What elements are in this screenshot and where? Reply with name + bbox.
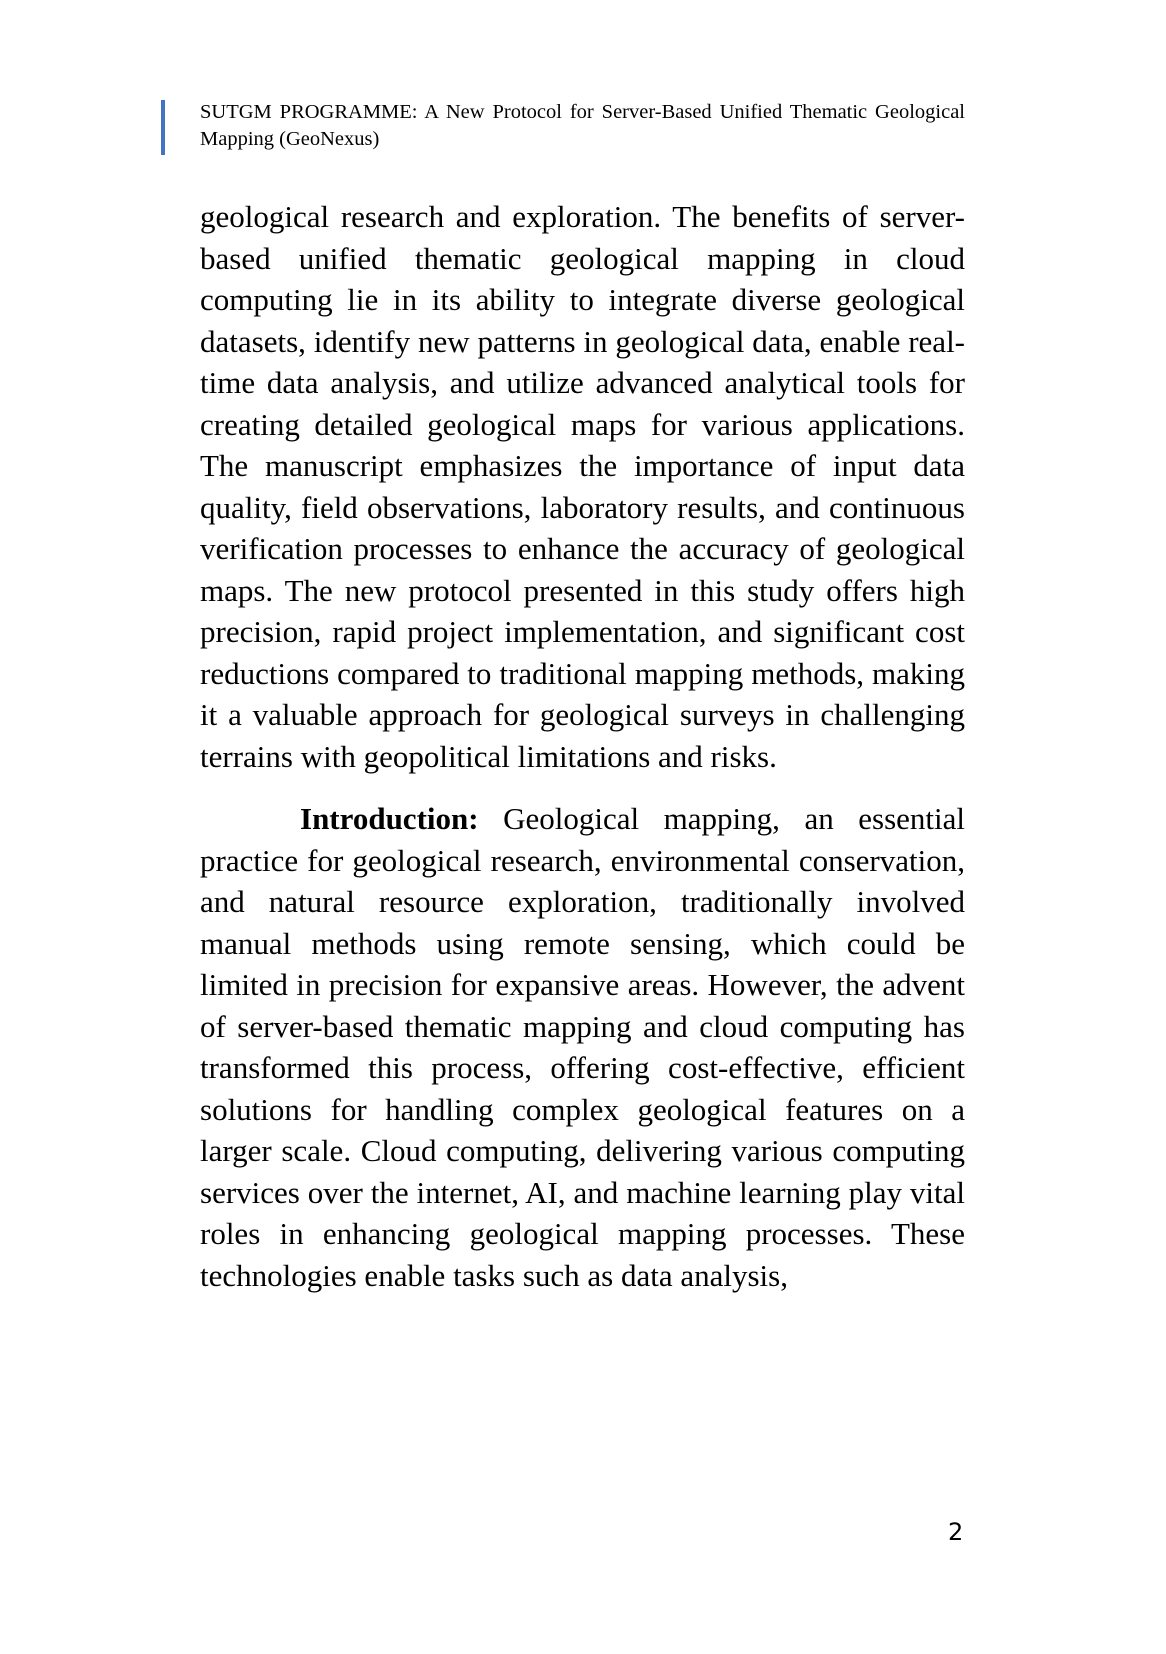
header-accent-bar <box>161 100 165 155</box>
section-lead-in-introduction: Introduction: <box>300 801 479 836</box>
paragraph-introduction <box>200 798 965 1296</box>
document-body <box>200 196 965 1296</box>
running-header-title: SUTGM PROGRAMME: A New Protocol for Server-Based Unified Thematic Geological Mapping (GeoNexus) <box>200 101 965 150</box>
paragraph-text: geological research and exploration. The benefits of server-based unified thematic geological mapping in cloud computing lie in its ability to integrate diverse geological datasets, identify new patterns in geological data, enable real-time data analysis, and utilize advanced analytical tools for creating detailed geological maps for various applications. The manuscript emphasizes the importance of input data quality, field observations, laboratory results, and continuous verification processes to enhance the accuracy of geological maps. The new protocol presented in this study offers high precision, rapid project implementation, and significant cost reductions compared to traditional mapping methods, making it a valuable approach for geological surveys in challenging terrains with geopolitical limitations and risks. <box>200 199 965 774</box>
page-number: 2 <box>948 1518 964 1546</box>
paragraph-text: Geological mapping, an essential practice for geological research, environmental conservation, and natural resource exploration, traditionally involved manual methods using remote sensing, which could be limited in precision for expansive areas. However, the advent of server-based thematic mapping and cloud computing has transformed this process, offering cost-effective, efficient solutions for handling complex geological features on a larger scale. Cloud computing, delivering various computing services over the internet, AI, and machine learning play vital roles in enhancing geological mapping processes. These technologies enable tasks such as data analysis, <box>200 801 965 1293</box>
paragraph-abstract-continuation <box>200 196 965 777</box>
